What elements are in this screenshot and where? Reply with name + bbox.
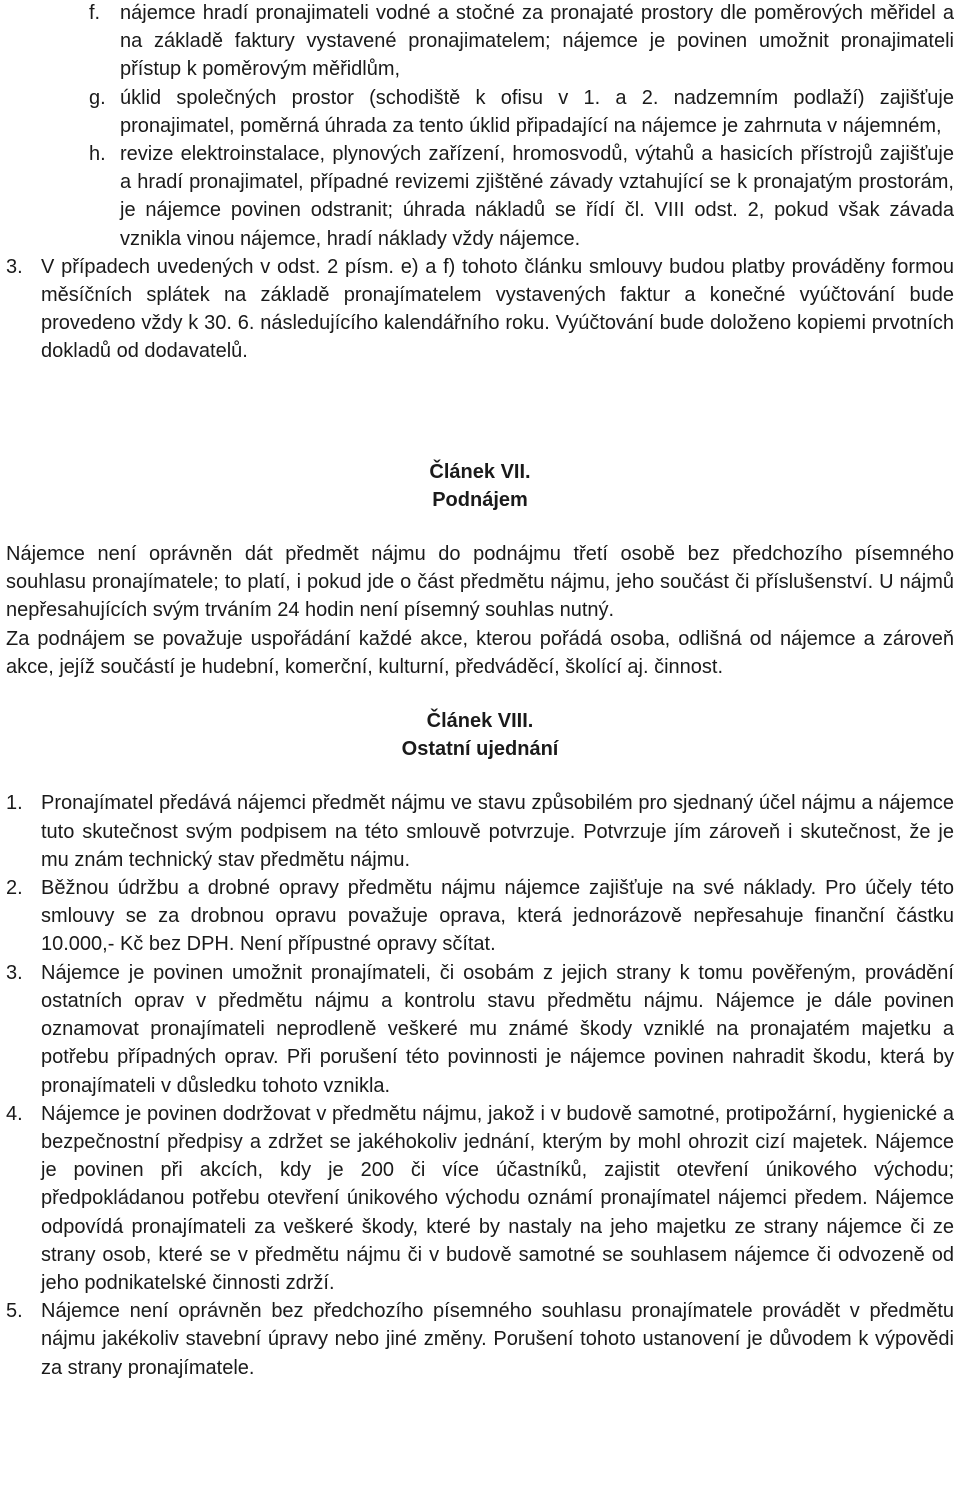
list-item-f	[6, 0, 954, 84]
article-7-title: Podnájem	[432, 488, 528, 511]
list-item-g	[6, 84, 954, 140]
list-item-h	[6, 140, 954, 253]
article-8-item-4	[6, 1100, 954, 1297]
item-text: Nájemce je povinen umožnit pronajímateli, či osobám z jejich strany k tomu pověřeným, provádění ostatních oprav v předmětu nájmu a kontrolu stavu předmětu nájmu. Nájemce je dále povinen oznamovat pronajímateli neprodleně veškeré mu známé škody vzniklé na pronajatém majetku a potřebu případných oprav. Při porušení této povinnosti je nájemce povinen nahradit škodu, která by pronajímateli v důsledku tohoto vznikla.	[41, 961, 954, 1097]
item-label: h.	[89, 143, 106, 166]
article-8-item-5	[6, 1297, 954, 1382]
article-8-title: Ostatní ujednání	[401, 738, 559, 761]
article-8-item-2	[6, 874, 954, 959]
article-7-paragraph: Za podnájem se považuje uspořádání každé akce, kterou pořádá osoba, odlišná od nájemce a zároveň akce, jejíž součástí je hudební, komerční, kulturní, předváděcí, školící aj. činnost.	[6, 627, 954, 678]
clause-text: V případech uvedených v odst. 2 písm. e) a f) tohoto článku smlouvy budou platby prováděny formou měsíčních splátek na základě pronajímatelem vystavených faktur a konečné vyúčtování bude provedeno vždy k 30. 6. následujícího kalendářního roku. Vyúčtování bude doloženo kopiemi prvotních dokladů od dodavatelů.	[41, 255, 954, 363]
item-text: Pronajímatel předává nájemci předmět nájmu ve stavu způsobilém pro sjednaný účel nájmu a nájemce tuto skutečnost svým podpisem na této smlouvě potvrzuje. Potvrzuje jím zároveň i skutečnost, že je mu znám technický stav předmětu nájmu.	[41, 792, 954, 871]
article-7-number: Článek VII.	[429, 460, 531, 483]
item-text: Běžnou údržbu a drobné opravy předmětu nájmu nájemce zajišťuje na své náklady. Pro účely této smlouvy se za drobnou opravu považuje oprava, která jednorázově nepřesahuje finanční částku 10.000,- Kč bez DPH. Není přípustné opravy sčítat.	[41, 877, 954, 956]
item-text: úklid společných prostor (schodiště k ofisu v 1. a 2. nadzemním podlaží) zajišťuje pronajimatel, poměrná úhrada za tento úklid připadající na nájemce je zahrnuta v nájemném,	[120, 86, 954, 137]
item-text: Nájemce je povinen dodržovat v předmětu nájmu, jakož i v budově samotné, protipožární, hygienické a bezpečnostní předpisy a zdržet se jakéhokoliv jednání, kterým by mohl ohrozit cizí majetek. Nájemce je povinen při akcích, kdy je 200 či více účastníků, zajistit otevření únikového východu; předpokládanou potřebu otevření únikového východu oznámí pronajímatel nájemci předem. Nájemce odpovídá pronajímateli za veškeré škody, které by nastaly na jeho majetku ze strany nájemce či ze strany osob, které se v předmětu nájmu či v budově samotné se souhlasem nájemce či odvozeně od jeho podnikatelské činnosti zdrží.	[41, 1102, 954, 1294]
item-label: 2.	[6, 877, 23, 900]
item-label: g.	[89, 86, 106, 109]
clause-label: 3.	[6, 255, 23, 278]
clause-3	[6, 253, 954, 366]
item-label: 4.	[6, 1102, 23, 1125]
item-text: nájemce hradí pronajimateli vodné a stočné za pronajaté prostory dle poměrových měřidel a na základě faktury vystavené pronajimatelem; nájemce je povinen umožnit pronajimateli přístup k poměrovým měřidlům,	[120, 2, 954, 81]
document-page	[6, 0, 954, 1382]
item-text: Nájemce není oprávněn bez předchozího písemného souhlasu pronajímatele provádět v předmětu nájmu jakékoliv stavební úpravy nebo jiné změny. Porušení tohoto ustanovení je důvodem k výpovědi za strany pronajímatele.	[41, 1300, 954, 1379]
item-text: revize elektroinstalace, plynových zařízení, hromosvodů, výtahů a hasicích přístrojů zajišťuje a hradí pronajimatel, případné revizemi zjištěné závady vztahující se k pronajatým prostorám, je nájemce povinen odstranit; úhrada nákladů se řídí čl. VIII odst. 2, pokud však závada vznikla vinou nájemce, hradí náklady vždy nájemce.	[120, 143, 954, 250]
article-7-paragraph: Nájemce není oprávněn dát předmět nájmu do podnájmu třetí osobě bez předchozího písemného souhlasu pronajímatele; to platí, i pokud jde o část předmětu nájmu, jeho součást či příslušenství. U nájmů nepřesahujících svým trváním 24 hodin není písemný souhlas nutný.	[6, 543, 954, 622]
article-8-number: Článek VIII.	[426, 710, 534, 733]
article-8-item-3	[6, 959, 954, 1100]
item-label: 3.	[6, 961, 23, 984]
item-label: f.	[89, 2, 101, 24]
item-label: 1.	[6, 792, 23, 815]
item-label: 5.	[6, 1300, 23, 1323]
article-8-item-1	[6, 789, 954, 874]
